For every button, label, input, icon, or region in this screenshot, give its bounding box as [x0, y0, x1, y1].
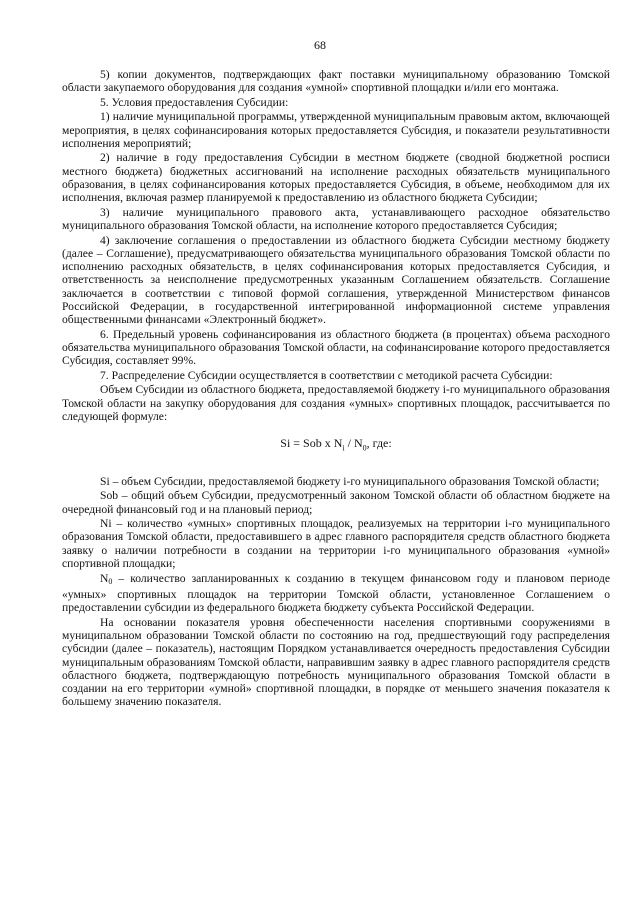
subsidy-formula — [62, 437, 610, 455]
condition-4: 4) заключение соглашения о предоставлении из областного бюджета Субсидии местному бюджету (далее – Соглашение), предусматривающего обязательства муниципального образования Томской области по исполнению расходных обязательств, в целях софинансирования которых предоставляется Субсидия, и ответственность за неисполнение предусмотренных указанным Соглашением обязательств. Соглашение заключается в соответствии с типовой формой соглашения, утвержденной Министерством финансов Российской Федерации, в государственной интегрированной информационной системе управления общественными финансами «Электронный бюджет». — [62, 233, 610, 327]
section-7-distribution: 7. Распределение Субсидии осуществляется в соответствии с методикой расчета Субсидии: — [100, 368, 553, 382]
n0-symbol: N — [100, 571, 109, 585]
section-heading-conditions: 5. Условия предоставления Субсидии: — [100, 95, 289, 109]
subsidy-volume-intro: Объем Субсидии из областного бюджета, предоставляемой бюджету i-го муниципального образования Томской области на закупку оборудования для создания «умных» спортивных площадок, рассчитывается по следующей формуле: — [62, 383, 610, 423]
formula-sub-0: 0 — [362, 443, 367, 453]
condition-2: 2) наличие в году предоставления Субсидии в местном бюджете (сводной бюджетной росписи местного бюджета) бюджетных ассигнований на исполнение расходных обязательств муниципального образования, в целях софинансирования которых предоставляется Субсидия, в объеме, необходимом для их исполнения, включая размер планируемой к предоставлению из областного бюджета Субсидии; — [62, 151, 610, 205]
document-body — [62, 68, 610, 710]
definition-ni: Ni – количество «умных» спортивных площадок, реализуемых на территории i-го муниципального образования Томской области, предоставившего в адрес главного распорядителя средств областного бюджета заявку о наличии потребности в создании на территории i-го муниципального образования «умной» спортивной площадки; — [62, 517, 610, 571]
formula-tail: , где: — [366, 436, 392, 451]
section-6-cofinancing: 6. Предельный уровень софинансирования из областного бюджета (в процентах) объема расходного обязательства муниципального образования Томской области, на софинансирование которого предоставляется Субсидия, составляет 99%. — [62, 327, 610, 368]
formula-lhs: Si = Sob x N — [280, 436, 343, 451]
definition-sob: Sob – общий объем Субсидии, предусмотренный законом Томской области об областном бюджете на очередной финансовый год и на плановый период; — [62, 489, 610, 516]
condition-1: 1) наличие муниципальной программы, утвержденной муниципальным правовым актом, включающей мероприятия, в целях софинансирования которых предоставляется Субсидия, и показатели результативности исполнения мероприятий; — [62, 110, 610, 150]
n0-text: – количество запланированных к созданию в текущем финансовом году и плановом периоде «умных» спортивных площадок на территории Томской области, установленное Соглашением о предоставлении субсидии из федерального бюджета бюджету субъекта Российской Федерации. — [62, 571, 610, 615]
definition-si: Si – объем Субсидии, предоставляемой бюджету i-го муниципального образования Томской области; — [100, 474, 600, 488]
priority-paragraph: На основании показателя уровня обеспеченности населения спортивными сооружениями в муниципальном образовании Томской области по состоянию на год, предшествующий году распределения субсидии (далее – показатель), настоящим Порядком устанавливается очередность предоставления Субсидии муниципальным образованиям Томской области, направившим заявку в адрес главного распорядителя средств областного бюджета, подтверждающую потребность муниципального образования Томской области в создании на его территории «умной» спортивной площадки, в порядке от меньшего значения показателя к большему значению показателя. — [62, 615, 610, 709]
n0-subscript: 0 — [108, 576, 113, 586]
definition-n0 — [62, 572, 610, 615]
condition-3: 3) наличие муниципального правового акта, устанавливающего расходное обязательство муниципального образования Томской области, на исполнение которого предоставляется Субсидия; — [62, 205, 610, 233]
paragraph-item-5: 5) копии документов, подтверждающих факт поставки муниципальному образованию Томской области закупаемого оборудования для создания «умной» спортивной площадки и/или его монтажа. — [62, 68, 610, 95]
page-number: 68 — [314, 38, 326, 52]
formula-mid: / N — [344, 436, 363, 451]
formula-sub-i: i — [342, 443, 345, 453]
